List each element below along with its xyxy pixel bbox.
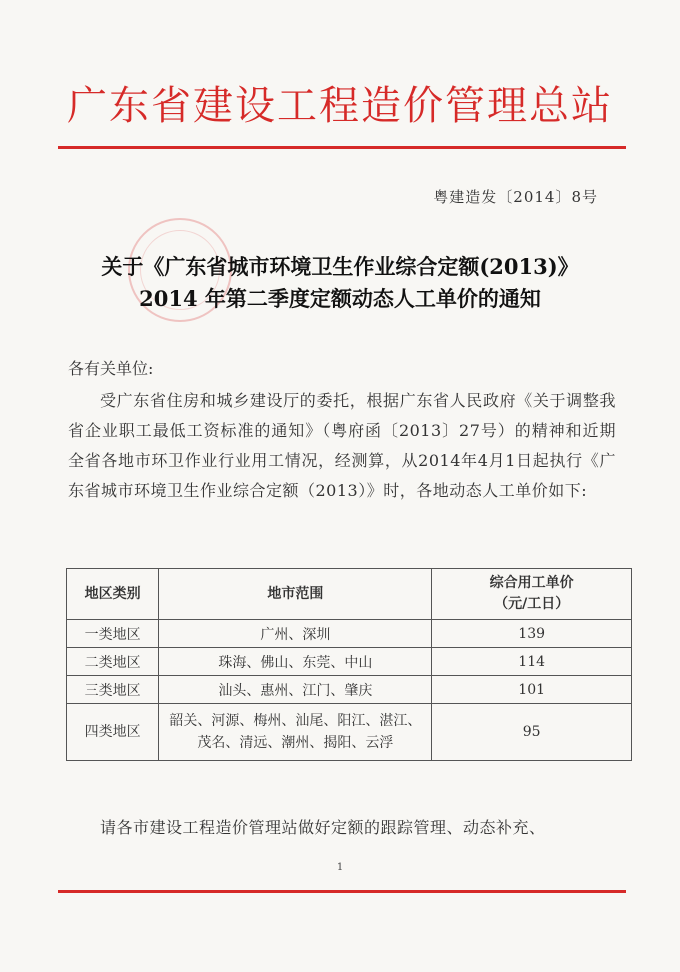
row-cities xyxy=(159,704,432,761)
table-row xyxy=(67,648,632,676)
row-cities: 汕头、惠州、江门、肇庆 xyxy=(159,676,432,704)
footer-divider xyxy=(58,890,626,893)
page-number: 1 xyxy=(336,862,344,873)
table-row xyxy=(67,676,632,704)
row-cities-line2: 茂名、清远、潮州、揭阳、云浮 xyxy=(197,735,394,751)
row-region-type: 四类地区 xyxy=(67,704,159,761)
row-cities: 广州、深圳 xyxy=(159,620,432,648)
row-price: 95 xyxy=(432,704,632,761)
table-row xyxy=(67,704,632,761)
organization-header: 广东省建设工程造价管理总站 xyxy=(67,83,613,129)
body-paragraph: 受广东省住房和城乡建设厅的委托，根据广东省人民政府《关于调整我省企业职工最低工资标准的通知》（粤府函〔2013〕27号）的精神和近期全省各地市环卫作业行业用工情况，经测算，从2014年4月1日起执行《广东省城市环境卫生作业综合定额（2013）》时，各地动态人工单价如下: xyxy=(68,391,616,500)
row-region-type: 三类地区 xyxy=(67,676,159,704)
document-number: 粤建造发〔2014〕8号 xyxy=(433,188,598,206)
header-region-type: 地区类别 xyxy=(67,569,159,620)
salutation: 各有关单位: xyxy=(68,359,154,378)
row-cities-line1: 韶关、河源、梅州、汕尾、阳江、湛江、 xyxy=(169,713,422,729)
row-region-type: 一类地区 xyxy=(67,620,159,648)
row-region-type: 二类地区 xyxy=(67,648,159,676)
row-price: 139 xyxy=(432,620,632,648)
header-cities: 地市范围 xyxy=(159,569,432,620)
row-price: 114 xyxy=(432,648,632,676)
header-divider xyxy=(58,146,626,149)
header-unit-price xyxy=(432,569,632,620)
document-title-line2: 2014 年第二季度定额动态人工单价的通知 xyxy=(139,286,541,311)
closing-paragraph: 请各市建设工程造价管理站做好定额的跟踪管理、动态补充、 xyxy=(100,818,546,837)
header-unit-price-line2: （元/工日） xyxy=(494,596,570,612)
unit-price-table xyxy=(66,568,632,761)
header-unit-price-line1: 综合用工单价 xyxy=(489,575,574,591)
table-header-row xyxy=(67,569,632,620)
document-title-line1: 关于《广东省城市环境卫生作业综合定额(2013)》 xyxy=(101,254,579,279)
row-price: 101 xyxy=(432,676,632,704)
row-cities: 珠海、佛山、东莞、中山 xyxy=(159,648,432,676)
table-row xyxy=(67,620,632,648)
